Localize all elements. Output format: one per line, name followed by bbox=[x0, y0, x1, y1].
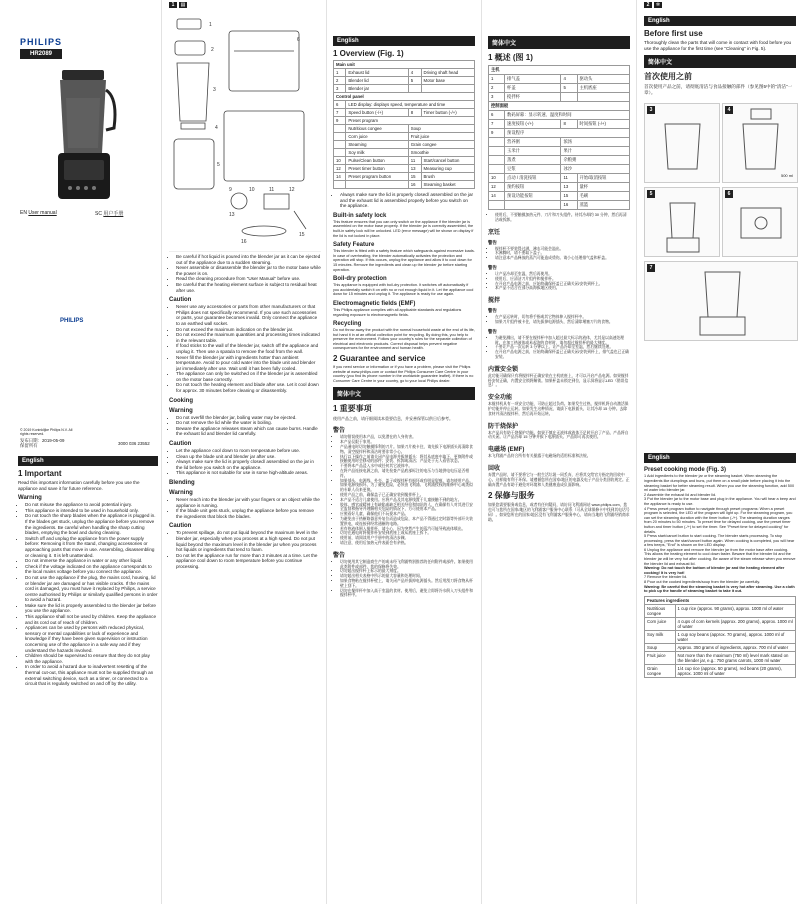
preset-title: Preset cooking mode (Fig. 3) bbox=[644, 467, 727, 474]
list-item: 8 Pour out the cooked ingredients/soup from the blender jar carefully. bbox=[644, 580, 761, 585]
list-item: • The appliance can only be switched on if the blender jar is assembled on the motor base correctly. bbox=[176, 371, 321, 382]
step-figures bbox=[644, 103, 796, 453]
boil-dry-text: This appliance is equipped with boil-dry protection. It switches off automatically if you accidentally switch it on with no or not enough liquid in it. Let the appliance cool down for 15 minutes and unplug it. The appliance is ready for use again. bbox=[333, 283, 474, 297]
list-item: • Do not exceed the maximum quantities and processing times indicated in the relevant table. bbox=[176, 332, 321, 343]
list-item: • 使用后，不要触摸加热元件、刀片和刀头组件。待其冷却约 30 分钟，然后再清洁或拆卸。 bbox=[495, 213, 630, 223]
features-table: Features ingredients Nutritious congee 1 cup rice (approx. 90 grams), approx. 1000 ml of water Corn juice 4 cups of corn kernels (approx. 200 grams), approx. 1000 ml of water Soy milk 1 cup soy beans (approx. 70 grams), approx. 1000 ml of water Soup Approx. 350 grams of ingredients, approx. 700 ml of water Fruit juice Not more than the maximum (750 ml) level mark stated on the blender jar, e.g.: 750 grams carrots, 1000 ml water Grain congee 1/4 cup rice (approx. 50 grams), red beans (20 grams), approx. 1000 ml of water bbox=[644, 596, 796, 678]
fig1-badge: 1 ▤ bbox=[169, 2, 321, 8]
release-date: 发布日期：2019-05-09 保留所有 bbox=[20, 438, 65, 448]
table-row: Corn juice Fruit juice bbox=[334, 133, 475, 141]
list-item: • 切勿在通电时将搅拌杯安装到底座上或从底座上拆下。 bbox=[340, 531, 475, 536]
section-chinese-2: 简体中文 bbox=[488, 36, 630, 49]
table-row: 10 Pulse/Clean button 11 Start/cancel button bbox=[334, 157, 475, 165]
list-item: Warning: Be careful that the steaming basket is very hot after steaming. Use a cloth to pick up the handle of steaming basket to take it out. bbox=[644, 584, 795, 594]
sc-emf-text: 本飞利浦产品符合所有有关暴露于电磁场的适用标准和法规。 bbox=[488, 454, 591, 459]
back-philips-logo: PHILIPS bbox=[60, 318, 84, 324]
table-row: 2 杯盖 5 主机底座 bbox=[489, 84, 630, 93]
column-4 bbox=[484, 0, 634, 904]
section-english-2: English bbox=[333, 36, 475, 46]
table-row: Nutritious congee 1 cup rice (approx. 90 grams), approx. 1000 ml of water bbox=[645, 604, 796, 617]
list-item: • 应照看好儿童，确保他们不玩耍本产品。 bbox=[340, 512, 475, 517]
book-icon: ▤ bbox=[180, 2, 186, 8]
list-item: • Read the cleaning procedure from "User Manual" before use. bbox=[176, 276, 321, 282]
list-item: • 请注意本产品释放的蒸汽可能造成烫伤。请小心处理排气盖和杯盖。 bbox=[495, 256, 630, 261]
sc-boil-text: 本产品具有防干烧保护功能。如果不慎在无液体或液体不足时开启了产品，产品将自动关闭。让产品冷却 15 分钟并拔下电源插头。产品即可再次使用。 bbox=[488, 430, 629, 440]
list-item: 2 Assemble the exhaust lid and blender lid. bbox=[644, 492, 717, 497]
list-item: • 如果食物粘在搅拌杯壁上，请关闭产品并拔掉电源插头。然后用刮刀将食物从杯壁上刮下。 bbox=[340, 579, 475, 589]
table-row: 2 Blender lid 5 Motor base bbox=[334, 77, 475, 85]
list-item: • 请勿超出相关表格中所示的最大容量和处理时间。 bbox=[340, 574, 475, 579]
list-item: • 执行以下操作之前请关闭产品电源并拔掉插头：将其从底座中取下，更换附件或接触使用时会移动的部件；安装、拆卸或清洁；产品处于无人看管状态。 bbox=[340, 455, 475, 465]
section-english: English bbox=[18, 456, 158, 466]
table-row: 7 速度按钮 (-/+) 8 时间按钮 (-/+) bbox=[489, 120, 630, 129]
list-item: • Do not exceed the maximum indication on the blender jar. bbox=[176, 327, 321, 333]
table-row: 14 预设功能按钮 15 毛刷 bbox=[489, 192, 630, 201]
svg-text:9: 9 bbox=[229, 187, 232, 193]
list-item: • Switch off and unplug the appliance from the power supply before: Removing it from the stand, changing accessories or approaching parts that move in use. Assembling, disassembling or cleaning it. It is left unattended. bbox=[25, 536, 158, 558]
emf-title: Electromagnetic fields (EMF) bbox=[333, 300, 416, 307]
list-item: Warning: Do not touch the bottom of blender jar and the heating element after cooking! It is very hot! bbox=[644, 566, 785, 575]
sc-safety-title: 安全功能 bbox=[488, 395, 513, 402]
sc-recycle-text: 弃置产品时，请不要将它与一般生活垃圾一同丢弃，应将其交给官方指定的回收中心。这样做有利于环保。请遵循您所在国家/地区的电器及电子产品分类回收规定。正确弃置产品有助于避免对环境和人类健康造成负面影响。 bbox=[488, 472, 630, 487]
table-row: 1 Exhaust lid 4 Driving shaft head bbox=[334, 69, 475, 77]
before-first-use-title: Before first use bbox=[644, 29, 703, 38]
parts-table: Main unit 1 Exhaust lid 4 Driving shaft head 2 Blender lid 5 Motor base 3 Blender jar Control panel 6 LED display: displays speed, temperature and time 7 Speed button (-/+) 8 Timer button (-/+) 9 Preset program Nutritious congee Soup Corn juice Fruit juice Steaming Grain congee Soy milk Smoothie 10 Pulse/Clean button 11 Start/cancel button 12 Preset timer button 13 Measuring cup 14 Preset program button 15 Brush 16 Steaming basket bbox=[333, 60, 475, 189]
table-row: 3 Blender jar bbox=[334, 85, 475, 93]
table-row: 16 蒸篮 bbox=[489, 201, 630, 210]
svg-text:6: 6 bbox=[297, 37, 300, 43]
safety-feature-text: This blender is fitted with a safety feature which safeguards against excessive loads. In case of overheating, the blender automatically activates the protection and operation will stop. If this occurs, unplug the appliance and allow it to cool down for 15 minutes. Remove the ingredients and clean up the blender jar before starting operation. bbox=[333, 249, 475, 272]
list-item: • 肢体、感官或精神上有缺陷或缺乏相关经验和知识的人，在确保有人对其进行安全监督和指导并理解相关危险的情况下，方可使用本产品。 bbox=[340, 503, 475, 513]
doc-number: 3000 036 23552 bbox=[118, 441, 150, 446]
list-item: • Children should be supervised to ensure that they do not play with the appliance. bbox=[25, 653, 158, 664]
guarantee-title: 2 Guarantee and service bbox=[333, 354, 426, 364]
table-row: Soy milk Smoothie bbox=[334, 149, 475, 157]
sc-safety-text: 本搅拌机具有一项安全功能，可防止超过负荷。如果发生过热，搅拌机将自动激活保护功能并停止运转。如果发生这种情况，请拔下电源插头，让其冷却 15 分钟。去除食材并清洁搅拌杯，然后再开始运转。 bbox=[488, 402, 629, 416]
list-item: • 不要让产品一次运转 3 分钟以上。让产品冷却至室温，然后继续处理。 bbox=[495, 345, 630, 350]
list-item: • 在产品运转时，切勿将手指或其它物体伸入搅拌杯中。 bbox=[495, 315, 630, 320]
before-first-use-text: Thoroughly clean the parts that will come in contact with food before you use the appliance for the first time (see "Cleaning" in Fig. 5). bbox=[644, 40, 792, 51]
list-item: • In order to avoid a hazard due to inadvertent resetting of the thermal cut-out, this appliance must not be supplied through an external switching device, such as a timer, or connected to a circuit that is regularly switched on and off by the utility. bbox=[25, 664, 158, 686]
safety-lock-text: This feature ensures that you can only switch on the appliance if the blender jar is assembled on the motor base properly. If the blender jar is correctly assembled, the built-in safety lock will be unlocked. LED (error message) will be shown on display if the lid is not locked in place. bbox=[333, 219, 474, 238]
table-row: 12 预约按钮 13 量杯 bbox=[489, 183, 630, 192]
sc-emf-title: 电磁场 (EMF) bbox=[488, 447, 525, 454]
svg-text:10: 10 bbox=[249, 187, 255, 193]
copyright: © 2019 Koninklijke Philips N.V. All rights reserved. bbox=[20, 428, 73, 436]
list-item: • Do not let the appliance run for more than 3 minutes at a time. Let the appliance cool down to room temperature before you continue processing. bbox=[176, 553, 321, 570]
list-item: • Make sure the lid is properly assembled to the blender jar before you use the appliance. bbox=[25, 603, 158, 614]
sc-caution-title: 警告 bbox=[333, 552, 346, 559]
svg-text:4: 4 bbox=[215, 125, 218, 131]
list-item: • Always make sure the lid is properly closed/ assembled on the jar in the lid before you switch on the appliance. bbox=[176, 459, 321, 470]
preset-steps bbox=[644, 474, 796, 593]
sc-guarantee-title: 2 保修与服务 bbox=[488, 491, 535, 501]
list-item: • 为避免由于热断路器意外复位而造成危险，本产品不得通过定时器等外部开关装置供电，或连接到经常通断的电路。 bbox=[340, 517, 475, 527]
figure-1: 3 bbox=[644, 103, 720, 183]
list-item: • 如果刀片组件被卡住，请先拔掉电源插头，然后清除堵塞刀片的食物。 bbox=[495, 320, 630, 325]
figure-5: 7 bbox=[644, 261, 798, 341]
list-item: • Do not overfill the blender jar, boiling water may be ejected. bbox=[176, 415, 321, 421]
cup-label: 500 ml bbox=[780, 173, 793, 179]
column-5 bbox=[640, 0, 800, 904]
list-item: • 水沸腾时，请不要取下盖子。 bbox=[495, 251, 630, 256]
overview-diagram bbox=[169, 11, 321, 252]
list-item: • 在开启产品电源之前，应始终确保杯盖已正确关闭/安装到杯上。 bbox=[495, 282, 630, 287]
section-chinese-3: 简体中文 bbox=[644, 55, 796, 68]
list-item: • 为避免溅出，请不要在搅拌杯中加入超过最大标示的液体，尤其是以高速处理时。在加工热液体或易起泡的食材时，请勿超过搅拌杯的最大刻度。 bbox=[495, 336, 630, 346]
fig2-badge: 2 ✲ bbox=[644, 2, 796, 8]
list-item: • 使用产品之前，确保盖子已正确安装到搅拌杯上。 bbox=[340, 493, 475, 498]
table-row: 10 点动 / 清洗按钮 11 开始/取消按钮 bbox=[489, 174, 630, 183]
guarantee-text: If you need service or information or if you have a problem, please visit the Philips website at www.philips.com or contact the Philips Consumer Care Centre in your country (you find its phone number in the worldwide guarantee leaflet). If there is no Consumer Care Centre in your country, go to your local Philips dealer. bbox=[333, 365, 474, 383]
sc-cook-title: 烹饪 bbox=[488, 229, 501, 236]
blending-caution-title: Caution bbox=[169, 523, 192, 530]
sc-before-title: 首次使用之前 bbox=[644, 72, 692, 82]
cooking-title: Cooking bbox=[169, 397, 193, 404]
table-row: 玉米汁 果汁 bbox=[489, 147, 630, 156]
cooking-warning-title: Warning bbox=[169, 407, 193, 414]
table-row: Fruit juice Not more than the maximum (750 ml) level mark stated on the blender jar, e.g.: 750 grams carrots, 1000 ml water bbox=[645, 651, 796, 664]
table-row: 豆浆 冰沙 bbox=[489, 165, 630, 174]
list-item: • Never use any accessories or parts from other manufacturers or that Philips does not specifically recommend. If you use such accessories or parts, your guarantee becomes invalid. Only connect the appliance to an earthed wall socket. bbox=[176, 304, 321, 326]
sc-guarantee-text: 如果您需要服务或信息，或者有任何疑问，请访问飞利浦网站 www.philips.com，您也可与您所在国家/地区的飞利浦客户服务中心联系（可从全球保修卡中找到其电话号码）。如果您所在的国家/地区没有飞利浦客户服务中心，请向当地的飞利浦经销商求助。 bbox=[488, 503, 630, 522]
list-item: • Do not immerse the appliance in water or any other liquid. bbox=[25, 558, 158, 564]
safety-lock-title: Built-in safety lock bbox=[333, 212, 387, 219]
list-item: • 切勿超出搅拌杯上标示的最大刻度。 bbox=[340, 569, 475, 574]
list-item: • This appliance is not suitable for use in some high-altitude areas. bbox=[176, 470, 321, 476]
svg-text:15: 15 bbox=[299, 232, 305, 238]
table-row: 14 Preset program button 15 Brush bbox=[334, 173, 475, 181]
list-item: • Be careful if hot liquid is poured into the blender jar as it can be ejected out of the appliance due to a sudden steaming. bbox=[176, 254, 321, 265]
model-badge: HR2089 bbox=[20, 49, 62, 59]
safety-feature-title: Safety Feature bbox=[333, 242, 375, 249]
sc-before-text: 首次使用产品之前，请彻底清洁与食品接触的部件（参见图5中的"清洁"一章）。 bbox=[644, 84, 793, 95]
list-item: 4 Press preset program button to navigate through preset programs: When a preset program is selected, the LED of the program will light up. For the steaming program, you can set the steaming duration with the timer button (-/+). The steaming duration ranges from 20 minutes to 50 minutes. To preset time for delayed cooking, use the preset timer button and timer button (-/+) to set the timer. See "Preset time for delayed cooking" for details. bbox=[644, 506, 793, 534]
list-item: • Clean up the blade unit and blender jar after use. bbox=[176, 454, 321, 460]
overview-title: 1 Overview (Fig. 1) bbox=[333, 49, 404, 58]
sc-blend-title: 搅拌 bbox=[488, 298, 501, 305]
list-item: • Do not remove the lid while the water is boiling. bbox=[176, 420, 321, 426]
sc-cook-warn: 警告 bbox=[488, 239, 497, 245]
sc-cook-caution: 警告 bbox=[488, 264, 497, 270]
list-item: • 搅拌杯不要装得过满，沸水可能会溢出。 bbox=[495, 247, 630, 252]
list-item: 5 Press start/cancel button to start cooking. The blender starts processing. To stop processing, press the start/cancel button again. When cooking is completed, you will hear a few beeps, "End" is shown on the LED display. bbox=[644, 534, 795, 548]
column-3 bbox=[329, 0, 479, 904]
important-title: 1 Important bbox=[18, 469, 62, 478]
svg-text:2: 2 bbox=[211, 47, 214, 53]
sc-overview-title: 1 概述 (图 1) bbox=[488, 53, 533, 62]
svg-text:1: 1 bbox=[209, 22, 212, 28]
list-item: • 在开启产品电源之前，应始终确保杯盖已正确关闭/安装到杯上，排气盖也已正确安装。 bbox=[495, 350, 630, 360]
list-item: • 本产品不适合在部分高海拔地区使用。 bbox=[495, 286, 630, 291]
philips-logo: PHILIPS bbox=[20, 37, 63, 47]
emf-text: This Philips appliance complies with all applicable standards and regulations regarding exposure to electromagnetic fields. bbox=[333, 307, 462, 317]
table-row: 6 LED display: displays speed, temperature and time bbox=[334, 101, 475, 109]
list-item: • 请注意，使用后加热元件表面会有余热。 bbox=[340, 541, 475, 546]
list-item: • Never reach into the blender jar with your fingers or an object while the appliance is running. bbox=[176, 497, 321, 508]
blending-warning-title: Warning bbox=[169, 490, 193, 496]
list-item: • 产品通电时切勿触摸锋利的刀片。如果刀片被卡住，请先拔下电源插头再清除食物。清空搅拌杯和清洁时要非常小心。 bbox=[340, 445, 475, 455]
list-item: • Do not use the appliance if the plug, the mains cord, housing, lid or blender jar are damaged or has visible cracks. If the mains cord is damaged, you must have it replaced by Philips, a service centre authorised by Philips or similarly qualified persons in order to avoid a hazard. bbox=[25, 575, 158, 603]
table-row: Soy milk 1 cup soy beans (approx. 70 grams), approx. 1000 ml of water bbox=[645, 630, 796, 643]
svg-text:3: 3 bbox=[213, 87, 216, 93]
table-row: Corn juice 4 cups of corn kernels (approx. 200 grams), approx. 1000 ml of water bbox=[645, 617, 796, 630]
table-row: 6 数码屏幕：显示转速、温度和时间 bbox=[489, 111, 630, 120]
table-row: Steaming Grain congee bbox=[334, 141, 475, 149]
list-item: • Never assemble or disassemble the blender jar to the motor base while the power is on. bbox=[176, 265, 321, 276]
list-item: • Check if the voltage indicated on the appliance corresponds to the local mains voltage before you connect the appliance. bbox=[25, 564, 158, 575]
sc-safety-lock-text: 此功能可确保只有将搅拌杯正确安装在主机底座上，才可以开启产品电源。如果搅拌杯安装正确，内置安全锁将解锁。如果杯盖未锁定到位，显示屏将显示LED（错误信息）。 bbox=[488, 373, 629, 388]
blender-product-image bbox=[50, 68, 120, 203]
list-item: • 若有热液体倒入搅拌杯，请小心，因为突然产生的蒸汽可能导致液体喷出。 bbox=[340, 527, 475, 532]
list-item: • 切勿使用其它制造商生产的或未经飞利浦特别推荐的任何附件或部件。如果使用此类附件或部件，您的保修将失效。 bbox=[340, 560, 475, 570]
table-row: 16 Steaming basket bbox=[334, 181, 475, 189]
list-item: • 本产品仅限于家用。 bbox=[340, 440, 475, 445]
recycling-title: Recycling bbox=[333, 321, 362, 328]
list-item: • If food sticks to the wall of the blender jar, switch off the appliance and unplug it. Then use a spatula to remove the food from the wall. bbox=[176, 343, 321, 354]
section-english-3: English bbox=[644, 16, 796, 26]
table-row: 9 Preset program bbox=[334, 117, 475, 125]
sc-blend-warn: 警告 bbox=[488, 308, 497, 314]
list-item: • This appliance shall not be used by children. Keep the appliance and its cord out of reach of children. bbox=[25, 614, 158, 625]
list-item: • 本产品不适合儿童使用。应将产品及其电源线置于儿童接触不到的地方。 bbox=[340, 498, 475, 503]
list-item: • 请勿错误使用本产品，以免潜在的人身伤害。 bbox=[340, 435, 475, 440]
list-item: • 使用前，请阅读用户手册中的清洁步骤。 bbox=[340, 536, 475, 541]
list-item: • To prevent spillage, do not put liquid beyond the maximum level in the blender jar, especially when you process at a high speed. Do not put liquid beyond the maximum level in the blender jar when you process hot liquids or ingredients that tend to foam. bbox=[176, 530, 321, 552]
list-item: 6 Unplug the appliance and remove the blender jar from the motor base after cooking. This allows the heating element to cool down faster. Beware that the blender lid and the blender jar will be very hot after cooking. Be aware of the steam release when you remove the blender lid and exhaust lid. bbox=[644, 547, 796, 566]
footer-sc: SC 用户手册 bbox=[95, 211, 124, 217]
figure-2: 4 500 ml bbox=[722, 103, 798, 183]
sc-important-title: 1 重要事项 bbox=[333, 404, 372, 414]
caution-title: Caution bbox=[169, 297, 192, 304]
boil-dry-title: Boil-dry protection bbox=[333, 276, 387, 283]
table-row: 7 Speed button (-/+) 8 Timer button (-/+) bbox=[334, 109, 475, 117]
table-row: Nutritious congee Soup bbox=[334, 125, 475, 133]
list-item: • Let the appliance cool down to room temperature before use. bbox=[176, 448, 321, 454]
list-item: • Never fill the blender jar with ingredients hotter than ambient temperature. Avoid to pour cold water into the blade unit and blender jar immediately after use. Wait until it has been fully cooled. bbox=[176, 355, 321, 372]
list-item: • Do not touch the sharp blades when the appliance is plugged in. If the blades get stuck, unplug the appliance before you remove the ingredients. Be careful when handling the sharp cutting blades, emptying the bowl and during cleaning. bbox=[25, 513, 158, 535]
svg-text:13: 13 bbox=[229, 212, 235, 218]
svg-text:16: 16 bbox=[241, 239, 247, 245]
table-row: 12 Preset timer button 13 Measuring cup bbox=[334, 165, 475, 173]
figure-3: 5 bbox=[644, 187, 720, 257]
list-item: • Be careful that the heating element surface is subject to residual heat after use. bbox=[176, 282, 321, 293]
svg-text:11: 11 bbox=[269, 187, 275, 193]
sc-recycle-title: 回收 bbox=[488, 465, 501, 472]
list-item: 7 Remove the blender lid. bbox=[644, 575, 688, 580]
cover-column bbox=[0, 0, 160, 904]
table-row: 1 排气盖 4 驱动头 bbox=[489, 75, 630, 84]
recycling-text: Do not throw away the product with the normal household waste at the end of its life, but hand it in at an official collection point for recycling. By doing this, you help to preserve the environment. Follow your country's rules for the separate collection of electrical and electronic products. Correct disposal helps prevent negative consequences for the environment and human health. bbox=[333, 328, 475, 351]
list-item: • 如果插头、电源线、外壳、盖子或搅拌杯有损坏或有明显裂痕，请勿使用产品。如果电源线损坏，为了避免危险，必须由飞利浦、飞利浦授权的维修中心或类似的专职人员来更换。 bbox=[340, 479, 475, 493]
list-item: • 使用后，应清洁刀片组件和搅拌杯。 bbox=[495, 277, 630, 282]
section-english-4: English bbox=[644, 453, 796, 463]
sc-boil-title: 防干烧保护 bbox=[488, 423, 519, 430]
figure-4: 6 bbox=[722, 187, 798, 257]
footer-en: EN User manual bbox=[20, 210, 57, 216]
list-item: • Beware the appliance releases steam which can cause burns. Handle the exhaust lid and blender lid carefully. bbox=[176, 426, 321, 437]
list-item: • This appliance is intended to be used in household only. bbox=[25, 508, 158, 514]
list-item: • Appliances can be used by persons with reduced physical, sensory or mental capabilities or lack of experience and knowledge if they have been given supervision or instruction concerning use of the appliance in a safe way and if they understand the hazards involved. bbox=[25, 625, 158, 653]
warning-list bbox=[18, 502, 158, 687]
list-item: • 在将产品连接电源之前，请先检查产品底部标注的电压与当地供电电压是否相符。 bbox=[340, 469, 475, 479]
list-item: • 不要将本产品浸入水中或任何其它液体中。 bbox=[340, 464, 475, 469]
cooking-caution-title: Caution bbox=[169, 441, 192, 448]
table-row: 3 搅拌杯 bbox=[489, 93, 630, 102]
list-item: • Do not misuse the appliance to avoid potential injury. bbox=[25, 502, 158, 508]
sc-blend-caution: 警告 bbox=[488, 328, 497, 334]
svg-text:12: 12 bbox=[289, 187, 295, 193]
list-item: • Do not touch the heating element and blade after use. Let it cool down for approx. 30 minutes before cleaning or disassembly. bbox=[176, 382, 321, 393]
svg-text:5: 5 bbox=[217, 162, 220, 168]
list-item: • 切勿在搅拌杯中加入高于室温的食材。使用后，避免立即将冷水倒入刀头组件和搅拌杯中。 bbox=[340, 589, 475, 599]
column-2 bbox=[165, 0, 325, 904]
list-item: 3 Put the blender jar to the motor base and plug in the appliance. You will hear a beep and the appliance is ready to use. bbox=[644, 497, 796, 506]
sc-intro: 使用产品之前，请仔细阅读本重要信息，并妥善保管以供日后参考。 bbox=[333, 416, 453, 422]
important-intro: Read this important information carefully before you use the appliance and save it for future reference. bbox=[18, 480, 140, 491]
table-row: 蒸煮 杂粮粥 bbox=[489, 156, 630, 165]
sc-parts-table: 主机 1 排气盖 4 驱动头 2 杯盖 5 主机底座 3 搅拌杯 控制面板 6 数码屏幕：显示转速、温度和时间 7 速度按钮 (-/+) 8 时间按钮 (-/+) 9 预设程序 营养粥 浓汤 玉米汁 果汁 蒸煮 杂粮粥 豆浆 冰沙 10 点动 / 清洗按钮 11 开始/取消按钮 12 预约按钮 13 量杯 14 预设功能按钮 15 毛刷 16 蒸篮 bbox=[488, 65, 630, 210]
sc-safety-lock-title: 内置安全锁 bbox=[488, 366, 519, 373]
table-row: 营养粥 浓汤 bbox=[489, 138, 630, 147]
sc-warning-title: 警告 bbox=[333, 428, 346, 435]
list-item: 1 Add ingredients to the blender jar or the steaming basket. When steaming the ingredients like dumplings and buns, put them on a small plate before placing it into the steaming basket for better steaming result. When you use the steaming function, add 500 ml water into blender jar. bbox=[644, 474, 795, 493]
list-item: • 让产品冷却至室温，然后再使用。 bbox=[495, 272, 630, 277]
section-chinese: 简体中文 bbox=[333, 387, 475, 400]
list-item: • If the blade unit gets stuck, unplug the appliance before you remove the ingredients that block the blades. bbox=[176, 508, 321, 519]
table-row: 9 预设程序 bbox=[489, 129, 630, 138]
snowflake-icon: ✲ bbox=[655, 2, 661, 8]
table-row: Grain congee 1/4 cup rice (approx. 50 grams), red beans (20 grams), approx. 1000 ml of water bbox=[645, 664, 796, 677]
table-row: Soup Approx. 350 grams of ingredients, approx. 700 ml of water bbox=[645, 643, 796, 651]
list-item: • Always make sure the lid is properly closed/ assembled on the jar and the exhaust lid is assembled properly before you switch on the appliance. bbox=[340, 192, 475, 209]
warning-title: Warning bbox=[18, 495, 42, 502]
blending-title: Blending bbox=[169, 480, 195, 486]
